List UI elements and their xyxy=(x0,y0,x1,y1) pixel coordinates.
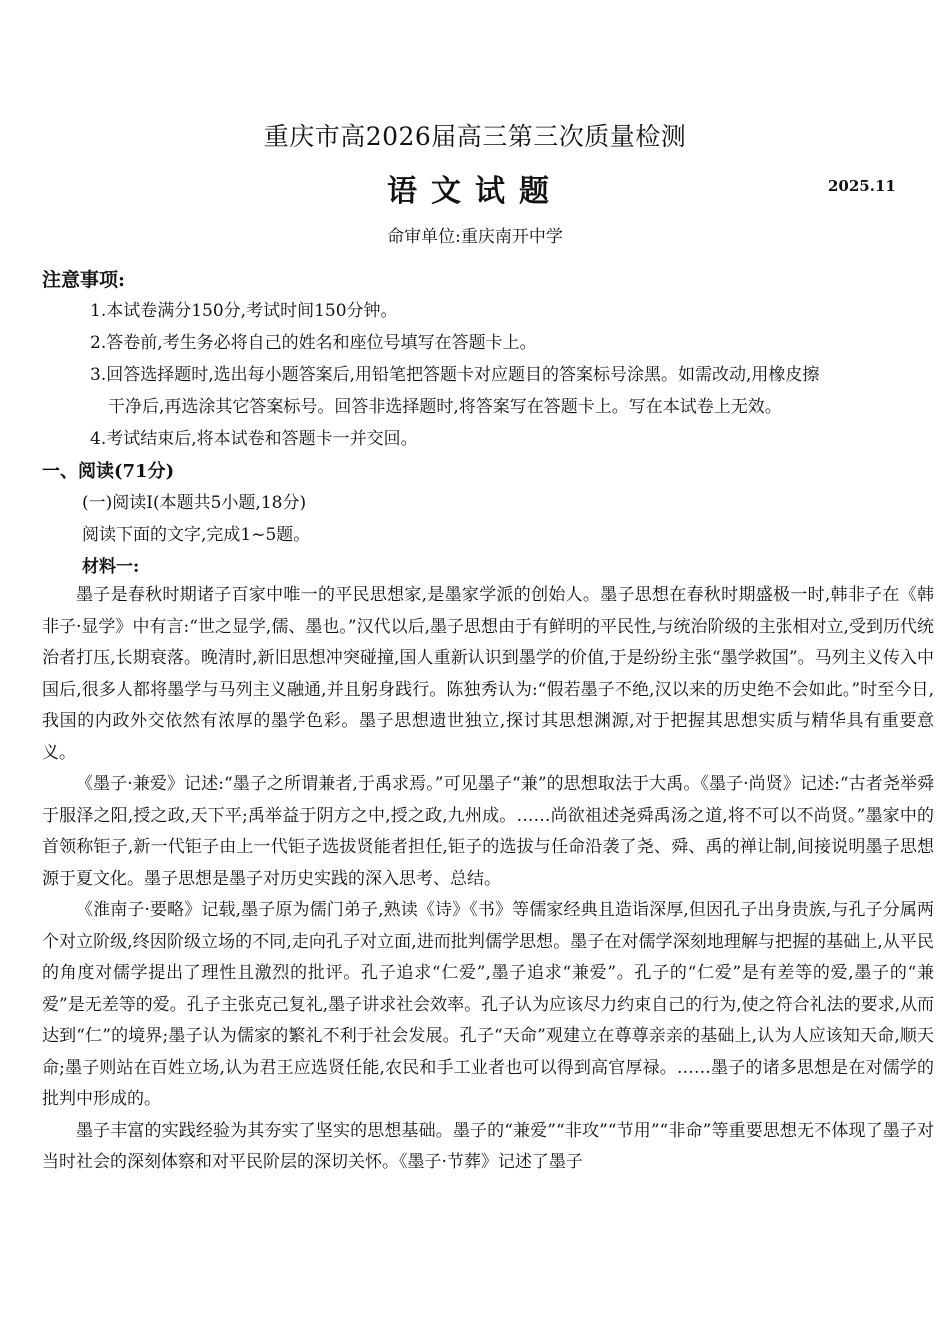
subject-title: 语文试题 xyxy=(387,174,563,209)
reading-intro xyxy=(82,487,932,583)
notice-list xyxy=(90,295,940,455)
notice-item: 1.本试卷满分150分,考试时间150分钟。 xyxy=(90,301,398,321)
instruction: 阅读下面的文字,完成1~5题。 xyxy=(82,525,311,545)
notice-heading: 注意事项: xyxy=(42,269,126,291)
notice-item-text: 3.回答选择题时,选出每小题答案后,用铅笔把答题卡对应题目的答案标号涂黑。如需改动,用橡皮擦 xyxy=(90,365,820,385)
material-text xyxy=(42,580,934,1179)
paragraph: 墨子是春秋时期诸子百家中唯一的平民思想家,是墨家学派的创始人。墨子思想在春秋时期盛极一时,韩非子在《韩非子·显学》中有言:“世之显学,儒、墨也。”汉代以后,墨子思想由于有鲜明的平民性,与统治阶级的主张相对立,受到历代统治者打压,长期衰落。晚清时,新旧思想冲突碰撞,国人重新认识到墨学的价值,于是纷纷主张“墨学救国”。马列主义传入中国后,很多人都将墨学与马列主义融通,并且躬身践行。陈独秀认为:“假若墨子不绝,汉以来的历史绝不会如此。”时至今日,我国的内政外交依然有浓厚的墨学色彩。墨子思想遗世独立,探讨其思想渊源,对于把握其思想实质与精华具有重要意义。 xyxy=(42,585,934,763)
setter-unit: 命审单位:重庆南开中学 xyxy=(387,227,563,247)
material-label: 材料一: xyxy=(82,557,140,577)
notice-item xyxy=(90,359,940,423)
notice-item: 2.答卷前,考生务必将自己的姓名和座位号填写在答题卡上。 xyxy=(90,333,537,353)
section-heading: 一、阅读(71分) xyxy=(42,461,175,482)
sub-section-heading: (一)阅读Ⅰ(本题共5小题,18分) xyxy=(82,493,307,513)
exam-title: 重庆市高2026届高三第三次质量检测 xyxy=(263,122,687,151)
exam-date: 2025.11 xyxy=(828,177,896,195)
notice-item: 4.考试结束后,将本试卷和答题卡一并交回。 xyxy=(90,429,418,449)
paragraph: 《墨子·兼爱》记述:“墨子之所谓兼者,于禹求焉。”可见墨子“兼”的思想取法于大禹。《墨子·尚贤》记述:“古者尧举舜于服泽之阳,授之政,天下平;禹举益于阴方之中,授之政,九州成。……尚欲祖述尧舜禹汤之道,将不可以不尚贤。”墨家中的首领称钜子,新一代钜子由上一代钜子选拔贤能者担任,钜子的选拔与任命沿袭了尧、舜、禹的禅让制,间接说明墨子思想源于夏文化。墨子思想是墨子对历史实践的深入思考、总结。 xyxy=(42,774,934,889)
paragraph: 《淮南子·要略》记载,墨子原为儒门弟子,熟读《诗》《书》等儒家经典且造诣深厚,但因孔子出身贵族,与孔子分属两个对立阶级,终因阶级立场的不同,走向孔子对立面,进而批判儒学思想。墨子在对儒学深刻地理解与把握的基础上,从平民的角度对儒学提出了理性且激烈的批评。孔子追求“仁爱”,墨子追求“兼爱”。孔子的“仁爱”是有差等的爱,墨子的“兼爱”是无差等的爱。孔子主张克己复礼,墨子讲求社会效率。孔子认为应该尽力约束自己的行为,使之符合礼法的要求,从而达到“仁”的境界;墨子认为儒家的繁礼不利于社会发展。孔子“天命”观建立在尊尊亲亲的基础上,认为人应该知天命,顺天命;墨子则站在百姓立场,认为君王应选贤任能,农民和手工业者也可以得到高官厚禄。……墨子的诸多思想是在对儒学的批判中形成的。 xyxy=(42,900,934,1109)
notice-item-continuation: 干净后,再选涂其它答案标号。回答非选择题时,将答案写在答题卡上。写在本试卷上无效。 xyxy=(108,397,782,417)
paragraph: 墨子丰富的实践经验为其夯实了坚实的思想基础。墨子的“兼爱”“非攻”“节用”“非命”等重要思想无不体现了墨子对当时社会的深刻体察和对平民阶层的深切关怀。《墨子·节葬》记述了墨子 xyxy=(42,1120,934,1172)
